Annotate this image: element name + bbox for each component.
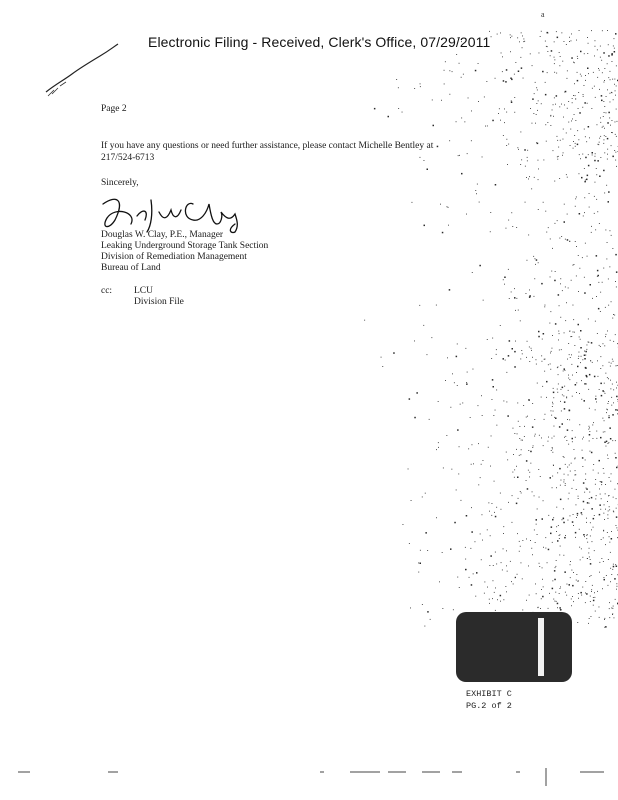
cc-label: cc:	[101, 286, 113, 296]
filing-stamp: Electronic Filing - Received, Clerk's Office, 07/29/2011	[148, 34, 491, 50]
scan-noise	[350, 30, 618, 630]
contact-sentence: If you have any questions or need further assistance, please contact Michelle Bentley at	[101, 141, 434, 151]
signature-block	[101, 230, 268, 274]
signatory-line: Leaking Underground Storage Tank Section	[101, 241, 269, 251]
cc-recipients	[134, 286, 184, 308]
exhibit-sticker-bar	[538, 618, 544, 676]
corner-mark: a	[541, 10, 545, 19]
page-number: Page 2	[101, 104, 127, 114]
exhibit-title: EXHIBIT C	[466, 689, 512, 699]
cc-recipient: Division File	[134, 297, 184, 307]
exhibit-sticker	[456, 612, 572, 682]
scan-footer-marks	[0, 764, 618, 794]
signature	[97, 190, 257, 234]
exhibit-page: PG.2 of 2	[466, 701, 512, 711]
signatory-line: Division of Remediation Management	[101, 252, 247, 262]
signatory-name: Douglas W. Clay, P.E., Manager	[101, 230, 224, 240]
cc-recipient: LCU	[134, 286, 153, 296]
exhibit-label	[466, 688, 512, 712]
signatory-line: Bureau of Land	[101, 263, 161, 273]
phone-number: 217/524-6713	[101, 153, 155, 163]
handwritten-mark	[42, 40, 122, 100]
closing: Sincerely,	[101, 178, 139, 188]
